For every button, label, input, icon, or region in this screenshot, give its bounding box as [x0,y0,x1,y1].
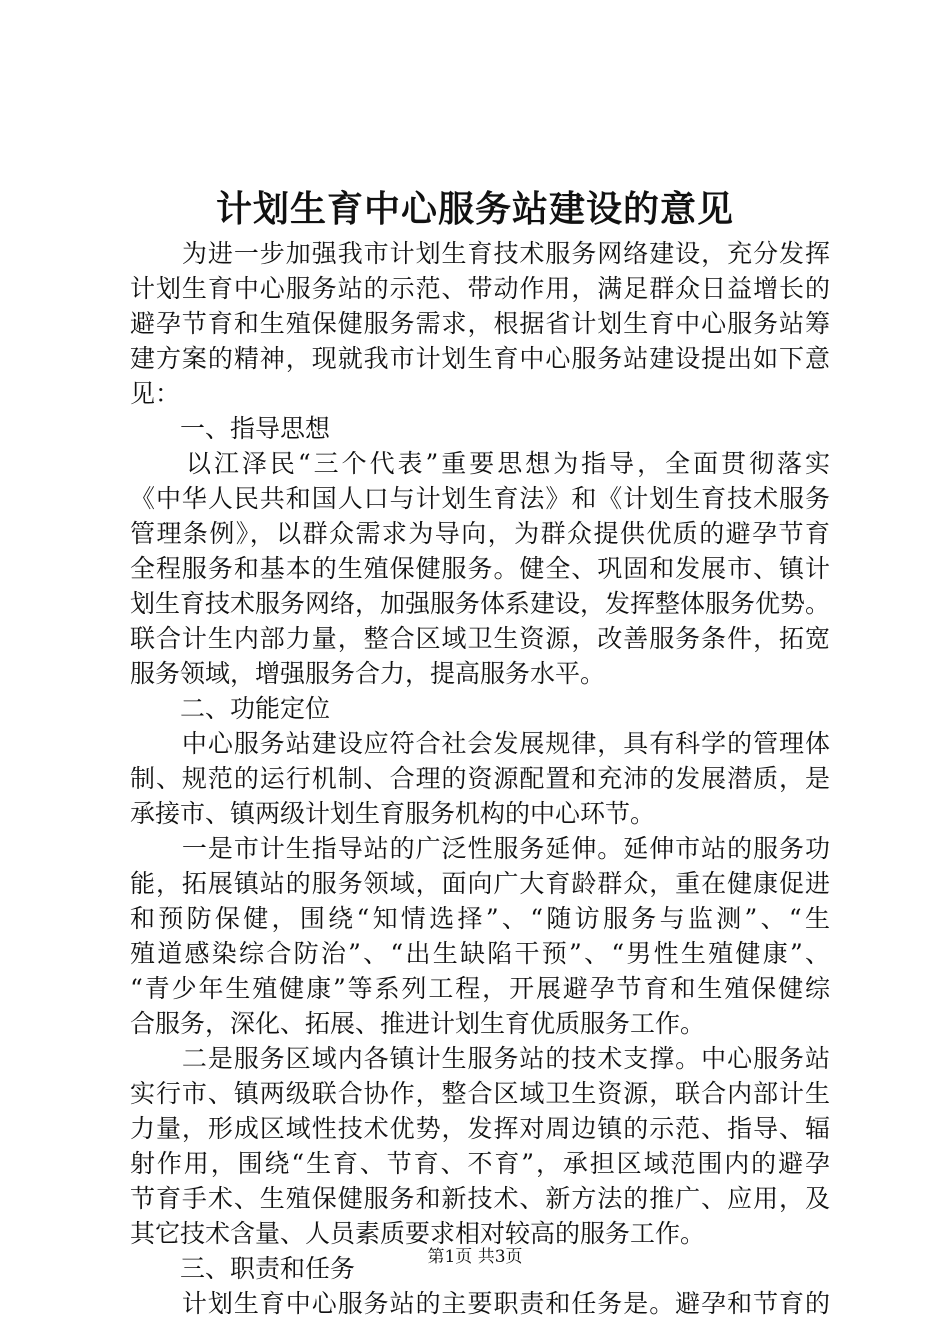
text-line: 全程服务和基本的生殖保健服务。健全、巩固和发展市、镇计 [130,554,830,583]
text-line: 避孕节育和生殖保健服务需求，根据省计划生育中心服务站筹 [130,309,830,338]
text-line: 承接市、镇两级计划生育服务机构的中心环节。 [130,799,656,828]
text-line: 能，拓展镇站的服务领域，面向广大育龄群众，重在健康促进 [130,869,830,898]
text-line: 划生育技术服务网络，加强服务体系建设，发挥整体服务优势。 [130,589,831,618]
text-line: 力量，形成区域性技术优势，发挥对周边镇的示范、指导、辐 [130,1114,830,1143]
text-line: 制、规范的运行机制、合理的资源配置和充沛的发展潜质，是 [130,764,830,793]
text-line: 和预防保健，围绕“知情选择”、“随访服务与监测”、“生 [130,904,830,933]
text-line: 联合计生内部力量，整合区域卫生资源，改善服务条件，拓宽 [130,624,830,653]
text-line: 见： [130,379,181,408]
section-heading: 二、功能定位 [130,694,331,723]
text-line: 计划生育中心服务站的示范、带动作用，满足群众日益增长的 [130,274,830,303]
section-heading: 一、指导思想 [130,414,331,443]
text-line: 节育手术、生殖保健服务和新技术、新方法的推广、应用，及 [130,1184,830,1213]
text-line: 计划生育中心服务站的主要职责和任务是。避孕和节育的 [130,1289,830,1318]
text-line: 建方案的精神，现就我市计划生育中心服务站建设提出如下意 [130,344,830,373]
section-heading: 三、职责和任务 [130,1254,356,1283]
text-line: 二是服务区域内各镇计生服务站的技术支撑。中心服务站 [130,1044,830,1073]
text-line: 为进一步加强我市计划生育技术服务网络建设，充分发挥 [130,239,830,268]
text-line: 实行市、镇两级联合协作，整合区域卫生资源，联合内部计生 [130,1079,830,1108]
text-line: 其它技术含量、人员素质要求相对较高的服务工作。 [130,1219,706,1248]
text-line: 管理条例》，以群众需求为导向，为群众提供优质的避孕节育 [130,519,830,548]
text-line: “青少年生殖健康”等系列工程，开展避孕节育和生殖保健综 [130,974,830,1003]
text-line: 射作用，围绕“生育、节育、不育”，承担区域范围内的避孕 [130,1149,830,1178]
text-line: 《中华人民共和国人口与计划生育法》和《计划生育技术服务 [130,484,830,513]
document-title: 计划生育中心服务站建设的意见 [215,188,734,230]
document-body [130,236,830,1321]
text-line: 合服务，深化、拓展、推进计划生育优质服务工作。 [130,1009,706,1038]
text-line: 殖道感染综合防治”、“出生缺陷干预”、“男性生殖健康”、 [130,939,830,968]
text-line: 以江泽民“三个代表”重要思想为指导，全面贯彻落实 [130,449,830,478]
page-footer: 第1页 共3页 [427,1247,523,1267]
text-line: 一是市计生指导站的广泛性服务延伸。延伸市站的服务功 [130,834,830,863]
text-line: 中心服务站建设应符合社会发展规律，具有科学的管理体 [130,729,830,758]
text-line: 服务领域，增强服务合力，提高服务水平。 [130,659,606,688]
